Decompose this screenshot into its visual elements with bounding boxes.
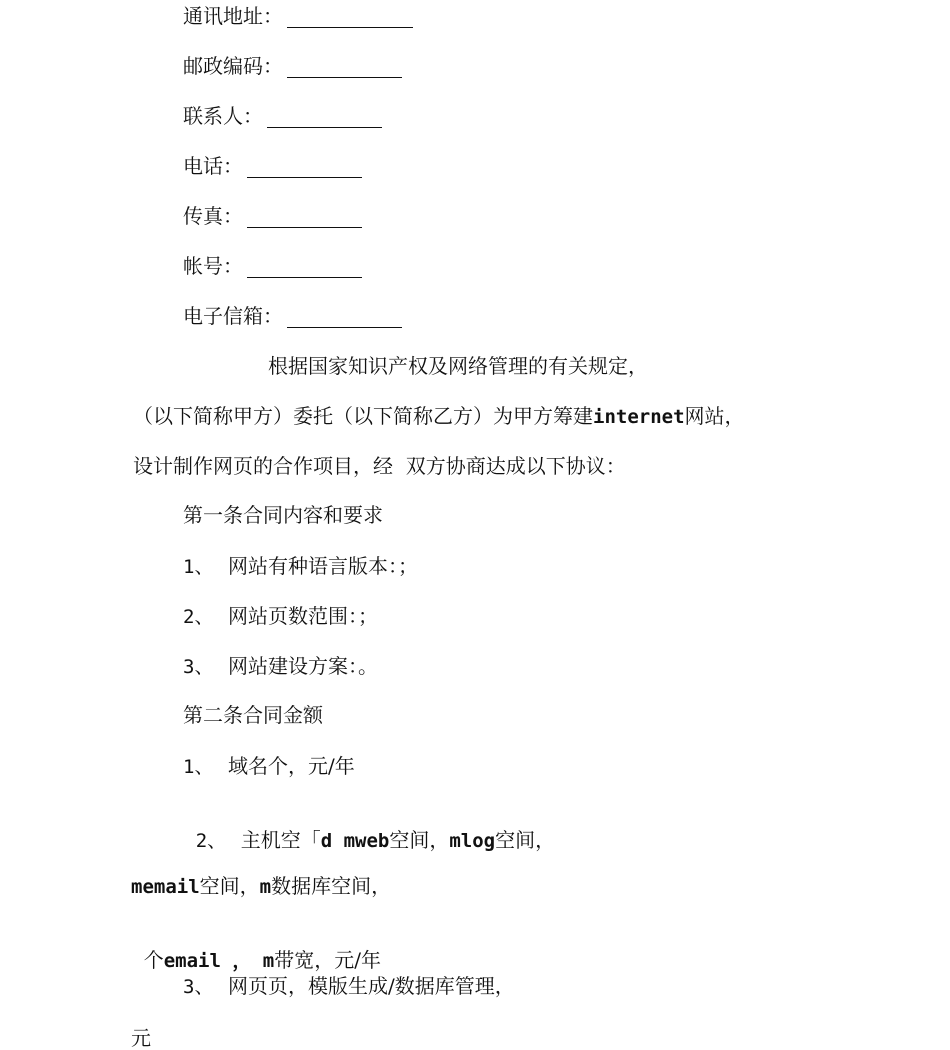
account-label: 帐号： [183,254,243,278]
intro-line-2 [133,404,745,429]
article2-memail: memail [131,876,200,898]
article2-item-1-text: 域名个，元/年 [228,754,355,778]
article2-item-1-num: 1、 [183,756,214,778]
postcode-label: 邮政编码： [183,54,283,78]
account-blank [247,257,362,278]
contact-person-label: 联系人： [183,104,263,128]
contact-person-blank [267,107,382,128]
intro-line-1: 根据国家知识产权及网络管理的有关规定， [268,354,648,378]
article1-item-3-num: 3、 [183,656,214,678]
article2-item-2 [183,804,555,853]
article2-cont-2-email: email ， m [163,950,275,972]
article1-item-2-text: 网站页数范围：； [228,604,378,628]
contact-person-field [183,104,382,128]
fax-blank [247,207,362,228]
address-field [183,4,413,28]
article1-heading: 第一条合同内容和要求 [183,503,383,527]
postcode-field [183,54,402,78]
article2-item-3-text: 网页页，模版生成/数据库管理， [228,974,515,998]
phone-field [183,154,362,178]
email-field [183,304,402,328]
article2-item-2-mlog: mlog [449,830,496,852]
article2-item-3 [183,974,515,999]
email-blank [287,307,402,328]
article2-item-2-text-a: 主机空「 [240,828,321,852]
article2-cont-1-text-a: 空间， [199,874,260,898]
account-field [183,254,362,278]
article1-item-3 [183,654,378,679]
article2-heading: 第二条合同金额 [183,703,323,727]
article2-tail: 元 [131,1026,151,1050]
article2-cont-1-text-b: 数据库空间， [271,874,392,898]
fax-label: 传真： [183,204,243,228]
article2-item-2-num: 2、 [195,830,227,852]
article1-item-2 [183,604,378,629]
article2-item-2-mweb: d mweb [320,830,390,852]
address-blank [287,7,413,28]
article2-item-2-cont-2 [131,924,381,973]
article2-cont-2-text-a: 个 [143,948,164,972]
article2-item-2-text-b: 空间， [389,828,450,852]
intro-line-2-text-a: （以下简称甲方）委托（以下简称乙方）为甲方筹建 [133,404,593,428]
article2-item-2-text-c: 空间， [495,828,556,852]
phone-blank [247,157,362,178]
phone-label: 电话： [183,154,243,178]
article2-cont-2-text-b: 带宽，元/年 [274,948,381,972]
postcode-blank [287,57,402,78]
article1-item-2-num: 2、 [183,606,214,628]
article1-item-1-text: 网站有种语言版本：； [228,554,418,578]
article2-item-1 [183,754,355,779]
article2-item-2-cont-1 [131,874,391,899]
article2-cont-1-m: m [259,876,272,898]
article1-item-1-num: 1、 [183,556,214,578]
email-label: 电子信箱： [183,304,283,328]
article2-item-3-num: 3、 [183,976,214,998]
article1-item-3-text: 网站建设方案：。 [228,654,378,678]
fax-field [183,204,362,228]
article1-item-1 [183,554,418,579]
intro-line-2-text-b: 网站， [684,404,745,428]
intro-line-3: 设计制作网页的合作项目，经 双方协商达成以下协议： [133,454,626,478]
intro-internet-term: internet [593,406,685,428]
address-label: 通讯地址： [183,4,283,28]
